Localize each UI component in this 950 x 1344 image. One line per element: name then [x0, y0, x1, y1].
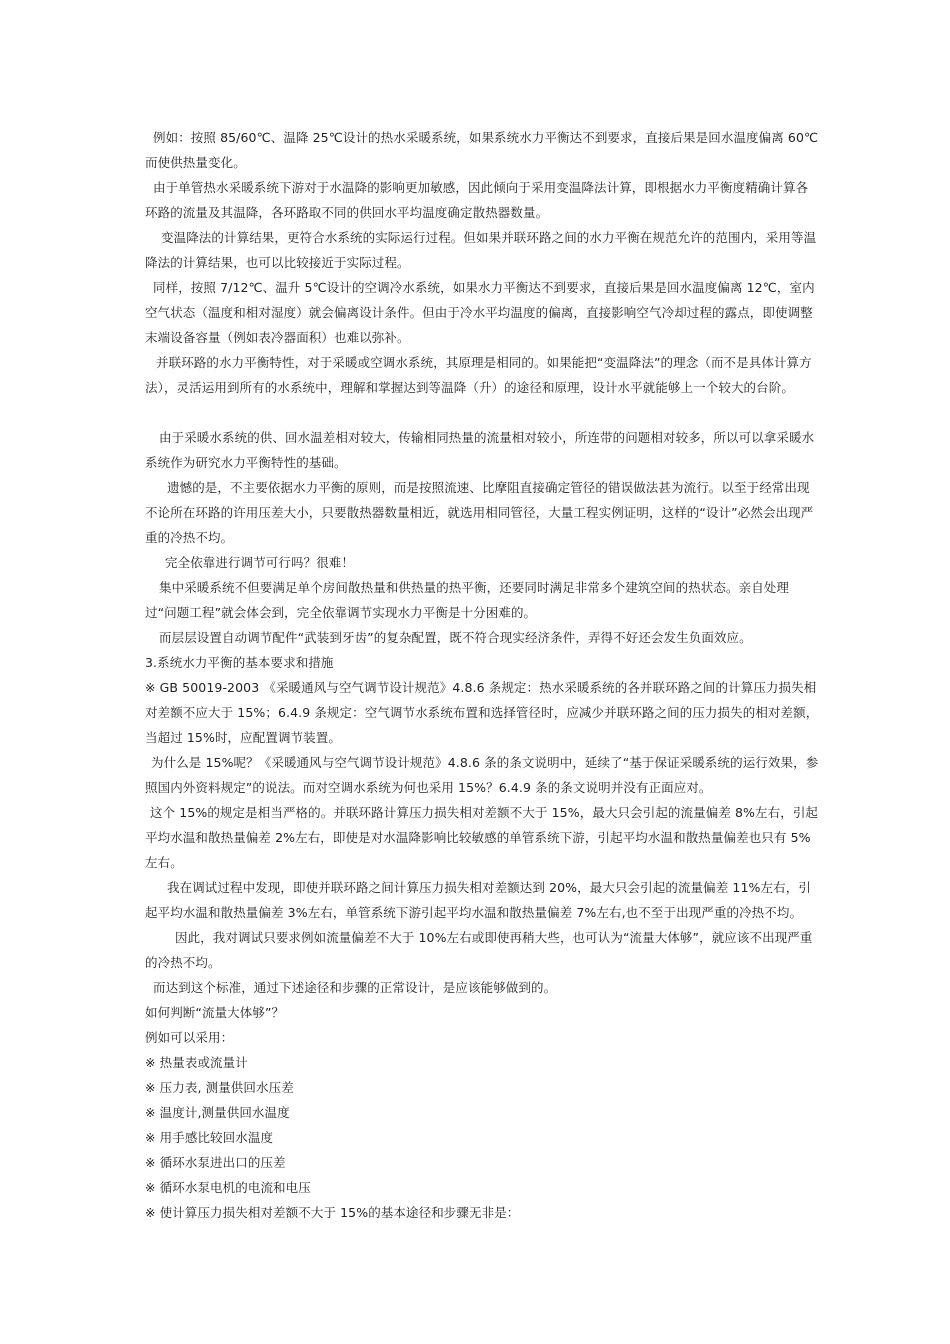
list-item: ※ 热量表或流量计 [145, 1055, 248, 1070]
paragraph: 集中采暖系统不但要满足单个房间散热量和供热量的热平衡，还要同时满足非常多个建筑空间的热状态。亲自处理过“问题工程”就会体会到，完全依靠调节实现水力平衡是十分困难的。 [145, 580, 790, 620]
list-item: ※ 循环水泵电机的电流和电压 [145, 1180, 311, 1195]
paragraph: 而层层设置自动调节配件“武装到牙齿”的复杂配置，既不符合现实经济条件，弄得不好还会发生负面效应。 [159, 630, 752, 645]
paragraph: 因此，我对调试只要求例如流量偏差不大于 10%左右或即使再稍大些，也可认为“流量大体够”，就应该不出现严重的冷热不均。 [145, 930, 813, 970]
list-item: ※ 压力表, 测量供回水压差 [145, 1080, 294, 1095]
paragraph: 遗憾的是，不主要依据水力平衡的原则，而是按照流速、比摩阻直接确定管径的错误做法甚为流行。以至于经常出现不论所在环路的许用压差大小，只要散热器数量相近，就选用相同管径，大量工程实例证明，这样的“设计”必然会出现严重的冷热不均。 [145, 480, 814, 545]
paragraph: 我在调试过程中发现，即使并联环路之间计算压力损失相对差额达到 20%，最大只会引起的流量偏差 11%左右，引起平均水温和散热量偏差 3%左右，单管系统下游引起平均水温和散热量偏差 7%左右,也不至于出现严重的冷热不均。 [145, 880, 811, 920]
paragraph: 并联环路的水力平衡特性，对于采暖或空调水系统，其原理是相同的。如果能把“变温降法”的理念（而不是具体计算方法），灵活运用到所有的水系统中，理解和掌握达到等温降（升）的途径和原理，设计水平就能够上一个较大的台阶。 [145, 355, 812, 395]
paragraph: 完全依靠进行调节可行吗？很难！ [165, 555, 355, 570]
paragraph: ※ GB 50019-2003 《采暖通风与空气调节设计规范》4.8.6 条规定：热水采暖系统的各并联环路之间的计算压力损失相对差额不应大于 15%；6.4.9 条规定：空气调节水系统布置和选择管径时，应减少并联环路之间的压力损失的相对差额，当超过 15%时，应配置调节装置。 [145, 680, 819, 745]
paragraph: 例如：按照 85/60℃、温降 25℃设计的热水采暖系统，如果系统水力平衡达不到要求，直接后果是回水温度偏离 60℃而使供热量变化。 [145, 130, 819, 170]
paragraph: 为什么是 15%呢？《采暖通风与空气调节设计规范》4.8.6 条的条文说明中，延续了“基于保证采暖系统的运行效果，参照国内外资料规定”的说法。而对空调水系统为何也采用 15%？6.4.9 条的条文说明并没有正面应对。 [145, 755, 819, 795]
list-item: ※ 用手感比较回水温度 [145, 1130, 274, 1145]
paragraph: 由于采暖水系统的供、回水温差相对较大，传输相同热量的流量相对较小，所连带的问题相对较多，所以可以拿采暖水系统作为研究水力平衡特性的基础。 [145, 430, 815, 470]
section-heading: 3.系统水力平衡的基本要求和措施 [145, 655, 334, 670]
paragraph: 这个 15%的规定是相当严格的。并联环路计算压力损失相对差额不大于 15%，最大只会引起的流量偏差 8%左右，引起平均水温和散热量偏差 2%左右，即使是对水温降影响比较敏感的单管系统下游，引起平均水温和散热量偏差也只有 5%左右。 [145, 805, 819, 870]
list-item: ※ 温度计,测量供回水温度 [145, 1105, 290, 1120]
list-item: ※ 循环水泵进出口的压差 [145, 1155, 286, 1170]
paragraph: 变温降法的计算结果，更符合水系统的实际运行过程。但如果并联环路之间的水力平衡在规范允许的范围内，采用等温降法的计算结果，也可以比较接近于实际过程。 [145, 230, 817, 270]
paragraph: 由于单管热水采暖系统下游对于水温降的影响更加敏感，因此倾向于采用变温降法计算，即根据水力平衡度精确计算各环路的流量及其温降，各环路取不同的供回水平均温度确定散热器数量。 [145, 180, 809, 220]
paragraph: 例如可以采用： [145, 1030, 234, 1045]
paragraph: 同样，按照 7/12℃、温升 5℃设计的空调冷水系统，如果水力平衡达不到要求，直接后果是回水温度偏离 12℃，室内空气状态（温度和相对湿度）就会偏离设计条件。但由于冷水平均温度的偏离，直接影响空气冷却过程的露点，即使调整末端设备容量（例如表冷器面积）也难以弥补。 [145, 280, 815, 345]
paragraph: 如何判断“流量大体够”？ [145, 1005, 285, 1020]
list-item: ※ 使计算压力损失相对差额不大于 15%的基本途径和步骤无非是： [145, 1205, 520, 1220]
paragraph: 而达到这个标准，通过下述途径和步骤的正常设计，是应该能够做到的。 [153, 980, 557, 995]
